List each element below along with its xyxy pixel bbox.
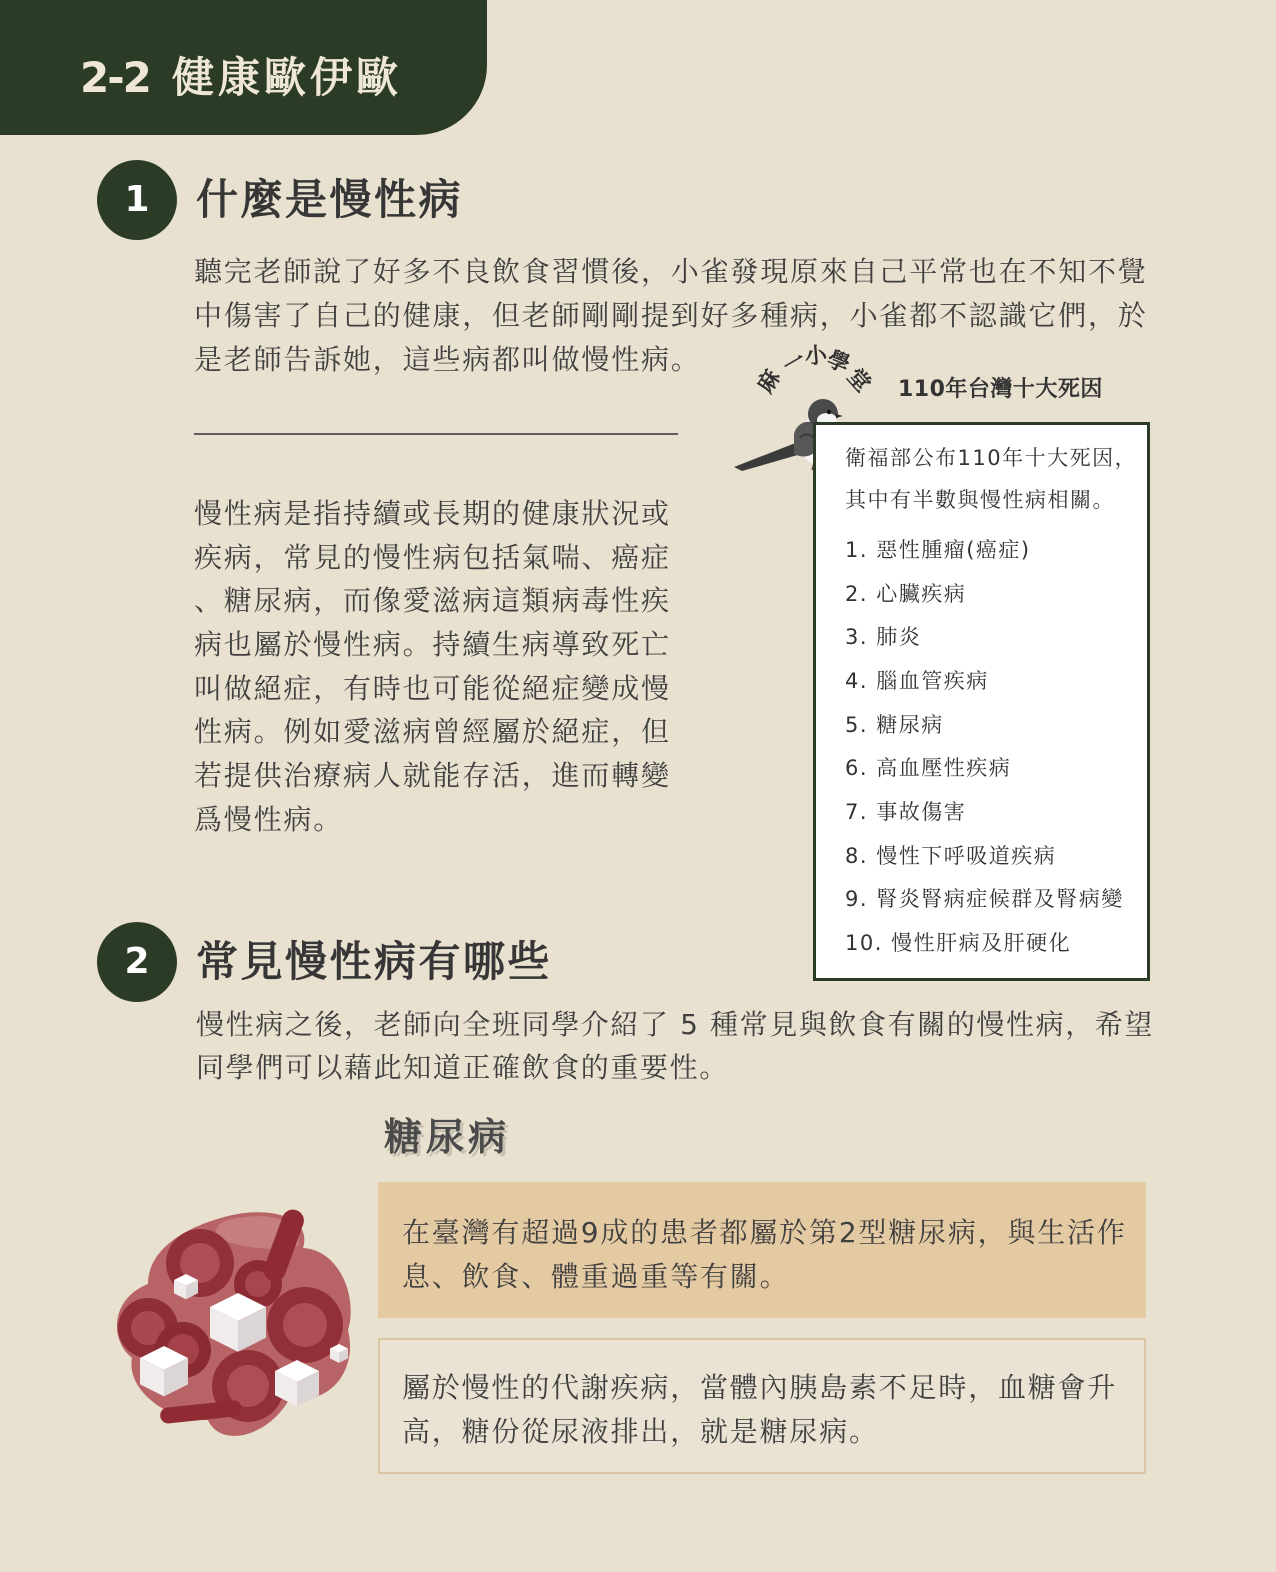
section2-intro-paragraph bbox=[196, 1003, 1154, 1089]
paragraph-line: 若提供治療病人就能存活，進而轉變 bbox=[194, 759, 671, 793]
definition-line: 高，糖份從尿液排出，就是糖尿病。 bbox=[402, 1415, 879, 1448]
section-heading: 常見慢性病有哪些 bbox=[196, 937, 553, 986]
paragraph-line: 是老師告訴她，這些病都叫做慢性病。 bbox=[194, 343, 701, 376]
top-causes-list bbox=[845, 529, 1124, 966]
section1-definition-paragraph bbox=[194, 492, 671, 842]
badge-char: 小 bbox=[803, 343, 829, 370]
cause-item: 6. 高血壓性疾病 bbox=[845, 756, 1012, 781]
disease-fact-box bbox=[378, 1182, 1146, 1318]
paragraph-line: 爲慢性病。 bbox=[194, 802, 344, 836]
bird-beak bbox=[836, 414, 843, 418]
definition-line: 屬於慢性的代謝疾病，當體內胰島素不足時，血糖會升 bbox=[402, 1371, 1118, 1404]
top-causes-box bbox=[813, 422, 1150, 981]
cause-item: 7. 事故傷害 bbox=[845, 799, 967, 824]
paragraph-line: 、糖尿病，而像愛滋病這類病毒性疾 bbox=[194, 584, 671, 618]
paragraph-line: 聽完老師說了好多不良飲食習慣後，小雀發現原來自己平常也在不知不覺 bbox=[194, 255, 1148, 288]
intro-line: 其中有半數與慢性病相關。 bbox=[845, 488, 1115, 512]
chapter-banner bbox=[0, 0, 487, 135]
paragraph-line: 中傷害了自己的健康，但老師剛剛提到好多種病，小雀都不認識它們，於 bbox=[194, 299, 1148, 332]
paragraph-line: 同學們可以藉此知道正確飲食的重要性。 bbox=[196, 1051, 729, 1084]
cause-item: 3. 肺炎 bbox=[845, 625, 922, 650]
section-heading: 什麼是慢性病 bbox=[196, 175, 464, 224]
cause-item: 1. 惡性腫瘤(癌症) bbox=[845, 538, 1031, 562]
bird-eye bbox=[827, 410, 831, 414]
paragraph-line: 慢性病是指持續或長期的健康狀況或 bbox=[194, 497, 671, 530]
section1-intro-paragraph bbox=[194, 250, 1148, 382]
fact-text bbox=[402, 1211, 1127, 1299]
section-number-badge: 2 bbox=[97, 922, 177, 1002]
cause-item: 9. 腎炎腎病症候群及腎病變 bbox=[845, 887, 1124, 912]
disease-heading: 糖尿病 bbox=[384, 1115, 511, 1159]
definition-text bbox=[402, 1366, 1117, 1454]
disease-definition-box bbox=[378, 1338, 1146, 1474]
paragraph-line: 性病。例如愛滋病曾經屬於絕症，但 bbox=[194, 715, 671, 749]
paragraph-line: 病也屬於慢性病。持續生病導致死亡 bbox=[194, 628, 671, 662]
fact-line: 息、飲食、體重過重等有關。 bbox=[402, 1260, 790, 1293]
paragraph-line: 疾病，常見的慢性病包括氣喘、癌症 bbox=[194, 540, 671, 574]
cause-item: 5. 糖尿病 bbox=[845, 712, 944, 737]
blood-sugar-illustration bbox=[108, 1208, 356, 1448]
badge-char: 學 bbox=[823, 346, 854, 379]
cause-item: 4. 腦血管疾病 bbox=[845, 668, 989, 693]
cause-item: 2. 心臟疾病 bbox=[845, 581, 967, 606]
chapter-number: 2-2 bbox=[80, 53, 150, 102]
fact-line: 在臺灣有超過9成的患者都屬於第2型糖尿病，與生活作 bbox=[402, 1216, 1127, 1249]
cause-item: 8. 慢性下呼吸道疾病 bbox=[845, 843, 1057, 868]
badge-char: 堂 bbox=[841, 364, 876, 398]
paragraph-line: 叫做絕症，有時也可能從絕症變成慢 bbox=[194, 671, 671, 705]
section-number-badge: 1 bbox=[97, 160, 177, 240]
badge-char: 麻 bbox=[753, 365, 787, 398]
section-divider bbox=[194, 433, 678, 435]
intro-line: 衛福部公布110年十大死因， bbox=[845, 446, 1138, 470]
cause-item: 10. 慢性肝病及肝硬化 bbox=[845, 930, 1072, 955]
sidebar-label: 110年台灣十大死因 bbox=[898, 377, 1103, 402]
badge-char: 一 bbox=[778, 347, 811, 380]
top-causes-intro bbox=[845, 437, 1137, 521]
paragraph-line: 慢性病之後，老師向全班同學介紹了 5 種常見與飲食有關的慢性病，希望 bbox=[196, 1008, 1155, 1041]
chapter-title: 健康歐伊歐 bbox=[172, 53, 403, 102]
